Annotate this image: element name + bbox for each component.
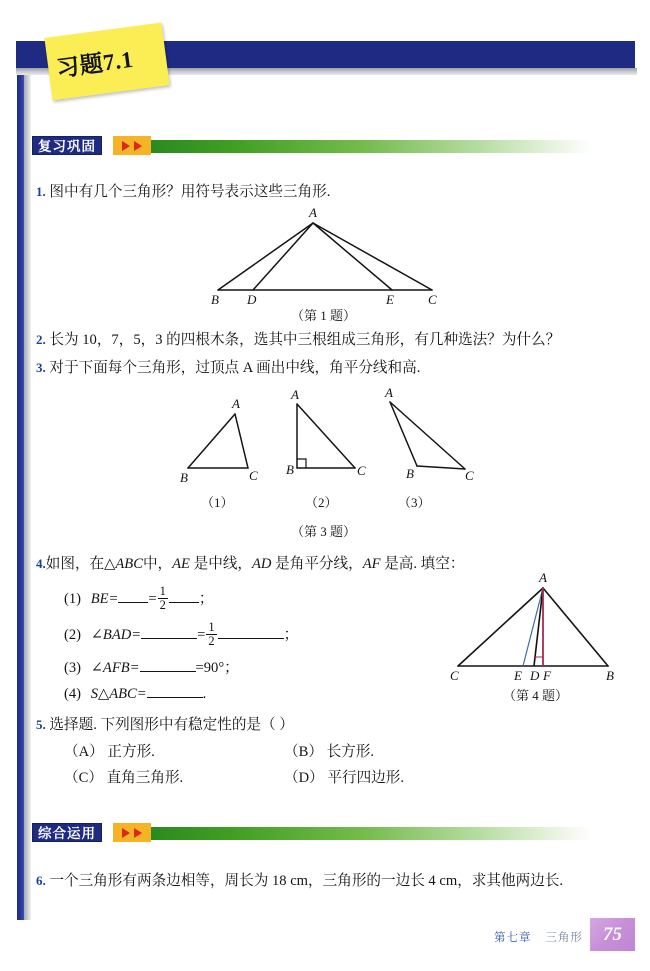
figure-4-label-F: F [543,668,551,683]
section-header-application [32,823,592,842]
problem-4-seg-af: AF [362,556,381,572]
problem-2-number: 2. [36,332,46,347]
figure-3-3-label-C: C [465,468,474,483]
problem-4-item-3-eq: =90°； [195,659,239,676]
problem-4-item-1-eq: = [148,590,157,607]
figure-4 [450,570,625,685]
problem-5-option-b-text: 长方形. [326,744,375,760]
problem-3-number: 3. [36,360,46,375]
page-spine [17,75,24,920]
problem-5-option-a[interactable] [64,742,155,764]
page-title: 习题7.1 [54,46,135,82]
figure-1-label-D: D [247,292,257,307]
figure-3-sub-3-tag: （3） [398,495,431,510]
problem-4-item-2-blank-1[interactable] [141,624,197,639]
problem-2-text: 长为 10，7，5，3 的四根木条，选其中三根组成三角形，有几种选法？为什么？ [49,332,561,348]
figure-4-label-C: C [450,668,459,683]
problem-4-item-3-tag: (3) [64,659,82,676]
page-spine-shadow [24,75,31,920]
problem-4-text-b: 中， [142,556,173,572]
section-gradient-bar [150,140,592,153]
footer-chapter: 第七章 [494,932,532,944]
footer-chapter-info [494,929,583,945]
problem-5-number: 5. [36,717,46,732]
problem-4-item-2-tail: ； [283,626,299,643]
figure-4-label-E: E [514,668,522,683]
figure-4-median-AE [523,588,543,666]
double-arrow-icon [113,823,151,842]
figure-3-2-label-A: A [291,387,299,402]
one-half-fraction: $\frac{1}{2}$ [208,620,215,649]
figure-3-3-label-A: A [385,385,393,400]
figure-1-label-B: B [211,292,219,307]
problem-4-item-2-blank-2[interactable] [218,624,284,639]
figure-4-label-A: A [539,570,547,585]
section-label: 综合运用 [32,823,102,842]
figure-3-sub-2 [281,387,371,482]
problem-5-option-d[interactable] [284,768,404,790]
problem-4-item-1-tail: ； [198,590,214,607]
problem-5-option-d-text: 平行四边形. [327,770,405,786]
problem-4-item-4-eq: . [202,685,207,702]
title-sticker [44,23,169,101]
problem-4-item-4-blank-1[interactable] [147,683,203,698]
problem-4-number: 4. [36,556,46,571]
page-number-badge [590,918,635,951]
figure-3-1-label-C: C [249,468,258,483]
problem-4-item-3-blank-1[interactable] [140,657,196,672]
page-number: 75 [603,924,622,945]
figure-4-label-D: D [530,668,540,683]
problem-4-seg-ae: AE [172,556,190,572]
problem-6-text: 一个三角形有两条边相等，周长为 18 cm，三角形的一边长 4 cm，求其他两边长. [49,873,564,889]
problem-5-option-a-text: 正方形. [107,744,155,760]
problem-4-triangle-abc: △ABC [104,556,143,572]
problem-5-option-d-tag: （D） [284,770,324,786]
figure-3-sub-2-tag: （2） [305,495,338,510]
problem-6 [36,871,563,893]
problem-5-option-b-tag: （B） [284,744,323,760]
problem-4 [36,554,464,576]
figure-1 [180,205,460,305]
one-half-fraction: $\frac{1}{2}$ [159,584,166,613]
section-label: 复习巩固 [32,136,102,155]
problem-4-item-1 [64,585,213,612]
problem-4-item-1-tag: (1) [64,590,82,607]
problem-1 [36,182,330,204]
problem-4-item-2 [64,621,298,648]
figure-4-caption: （第 4 题） [503,688,569,703]
figure-4-bisector-AD [534,588,543,666]
figure-4-label-B: B [606,668,614,683]
problem-4-item-1-expr: BE= [90,590,119,607]
problem-4-item-1-blank-1[interactable] [118,588,148,603]
problem-4-item-3 [64,657,239,680]
problem-3-text: 对于下面每个三角形，过顶点 A 画出中线，角平分线和高. [49,360,421,376]
figure-1-caption: （第 1 题） [291,308,357,323]
figure-1-label-C: C [428,292,437,307]
problem-5-option-a-tag: （A） [64,744,104,760]
figure-3-sub-1-tag: （1） [201,495,234,510]
problem-4-item-4-tag: (4) [64,685,82,702]
figure-3-1-label-A: A [232,396,240,411]
figure-3-sub-1 [180,390,270,485]
problem-4-text-d: 是角平分线， [271,556,363,572]
problem-4-item-2-tag: (2) [64,626,82,643]
footer-topic: 三角形 [545,932,583,944]
figure-1-label-A: A [309,205,317,220]
figure-3-sub-3 [373,385,474,483]
problem-4-seg-ad: AD [252,556,272,572]
problem-4-item-4 [64,683,206,706]
problem-4-item-4-expr: S△ABC= [90,685,147,702]
problem-5-option-c-text: 直角三角形. [106,770,184,786]
double-arrow-icon [113,136,151,155]
problem-5-option-b[interactable] [284,742,374,764]
problem-4-item-2-eq: = [197,626,206,643]
figure-1-label-E: E [386,292,394,307]
problem-2 [36,330,560,352]
problem-5-text: 选择题. 下列图形中有稳定性的是（ ） [49,717,294,733]
problem-4-item-1-blank-2[interactable] [169,588,199,603]
figure-3-2-label-B: B [286,462,294,477]
problem-6-number: 6. [36,873,46,888]
figure-3-1-label-B: B [180,470,188,485]
problem-5-option-c-tag: （C） [64,770,103,786]
problem-5 [36,715,294,737]
problem-1-number: 1. [36,184,46,199]
problem-5-option-c[interactable] [64,768,183,790]
problem-4-text-a: 如图，在 [45,556,105,572]
figure-3-2-label-C: C [357,463,366,478]
problem-3 [36,358,420,380]
section-gradient-bar [150,827,592,840]
figure-3-3-label-B: B [406,466,414,481]
figure-3-caption: （第 3 题） [291,524,357,539]
problem-4-item-3-expr: ∠AFB= [90,659,140,676]
problem-4-item-2-expr: ∠BAD= [90,626,142,643]
problem-4-text-c: 是中线， [189,556,253,572]
problem-4-text-e: 是高. 填空： [380,556,465,572]
section-header-review [32,136,592,155]
problem-1-text: 图中有几个三角形？用符号表示这些三角形. [49,184,331,200]
